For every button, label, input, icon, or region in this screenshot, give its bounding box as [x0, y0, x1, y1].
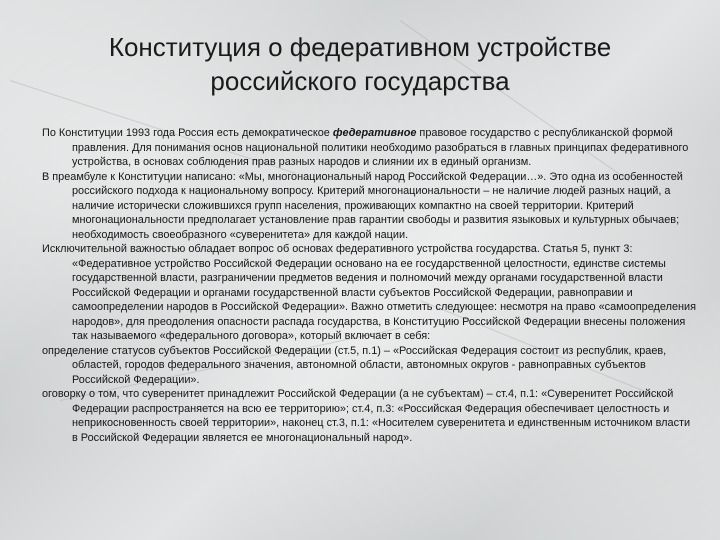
- paragraph-2: В преамбуле к Конституции написано: «Мы, многонациональный народ Российской Федерации…». Это одна из особенностей российского подхода к национальному вопросу. Критерий многонациональности – не наличие людей разных наций, а наличие исторически сложившихся групп населения, проживающих компактно на своей территории. Критерий многонациональности предполагает установление прав гарантии свободы и развития языковых и культурных обычаев; необходимость своеобразного «суверенитета» для каждой нации.: [42, 170, 683, 241]
- keyword-federative: федеративное: [332, 127, 417, 139]
- paragraph-4: определение статусов субъектов Российской Федерации (ст.5, п.1) – «Российская Федерация состоит из республик, краев, областей, городов федерального значения, автономной области, автономных округов - равноправных субъектов Российской Федерации».: [42, 344, 667, 386]
- title-line-2: российского государства: [210, 66, 510, 96]
- paragraph-1-text-cont: правовое государство с республиканской формой правления. Для понимания основ национальной политики необходимо разобраться в главных принципах федеративного устройства, в основах соблюдения прав разных народов и слиянии их в единый организм.: [72, 127, 689, 168]
- paragraph-1-text: По Конституции 1993 года Россия есть демократическое: [42, 127, 333, 139]
- paragraph-3: Исключительной важностью обладает вопрос об основах федеративного устройства государства. Статья 5, пункт 3: «Федеративное устройство Российской Федерации основано на ее государственной целостности, единстве системы государственной власти, разграничении предметов ведения и полномочий между органами государственной власти Российской Федерации и органами государственной власти субъектов Российской Федерации, равноправии и самоопределении народов в Российской Федерации». Важно отметить следующее: несмотря на право «самоопределения народов», для преодоления опасности распада государства, в Конституцию Российской Федерации внесены положения так называемого «федерального договора», который включает в себя:: [42, 243, 697, 342]
- slide-body: [42, 126, 696, 445]
- paragraph-1: [42, 126, 696, 170]
- paragraph-5: оговорку о том, что суверенитет принадлежит Российской Федерации (а не субъектам) – ст.4, п.1: «Суверенитет Российской Федерации распространяется на всю ее территорию»; ст.4, п.3: «Российская Федерация обеспечивает целостность и неприкосновенность своей территории», наконец ст.3, п.1: «Носителем суверенитета и единственным источником власти в Российской Федерации является ее многонациональный народ».: [42, 388, 691, 444]
- slide-title: [60, 30, 660, 98]
- title-line-1: Конституция о федеративном устройстве: [108, 32, 612, 62]
